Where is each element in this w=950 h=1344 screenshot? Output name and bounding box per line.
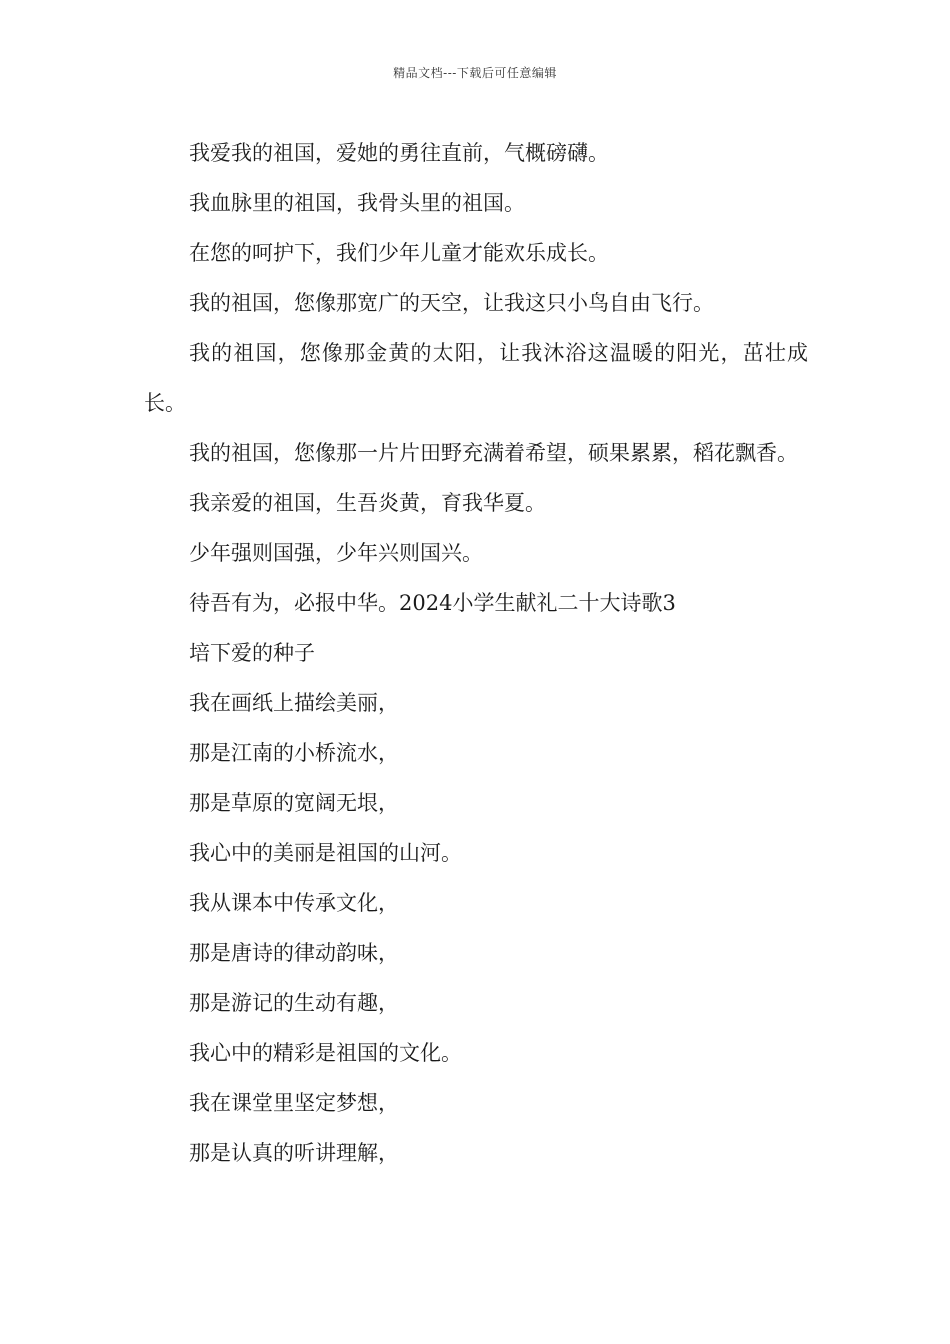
paragraph: 在您的呵护下，我们少年儿童才能欢乐成长。 [189, 241, 609, 265]
poem-line: 我从课本中传承文化， [189, 891, 399, 915]
paragraph: 我血脉里的祖国，我骨头里的祖国。 [189, 191, 525, 215]
poem-line: 那是认真的听讲理解， [189, 1141, 399, 1165]
paragraph: 我的祖国，您像那金黄的太阳，让我沐浴这温暖的阳光，茁壮成长。 [144, 341, 808, 415]
poem-line: 那是唐诗的律动韵味， [189, 941, 399, 965]
poem-line: 那是游记的生动有趣， [189, 991, 399, 1015]
poem-line: 那是江南的小桥流水， [189, 741, 399, 765]
paragraph: 我亲爱的祖国，生吾炎黄，育我华夏。 [189, 491, 546, 515]
document-body [144, 128, 808, 1178]
paragraph: 我的祖国，您像那一片片田野充满着希望，硕果累累，稻花飘香。 [189, 441, 798, 465]
page-header: 精品文档---下载后可任意编辑 [393, 66, 557, 80]
paragraph: 待吾有为，必报中华。2024小学生献礼二十大诗歌3 [189, 591, 676, 615]
poem-line: 我在课堂里坚定梦想， [189, 1091, 399, 1115]
poem-line: 我心中的精彩是祖国的文化。 [189, 1041, 462, 1065]
paragraph: 我的祖国，您像那宽广的天空，让我这只小鸟自由飞行。 [189, 291, 714, 315]
paragraph: 我爱我的祖国，爱她的勇往直前，气概磅礴。 [189, 141, 609, 165]
paragraph: 少年强则国强，少年兴则国兴。 [189, 541, 483, 565]
poem-title: 培下爱的种子 [189, 641, 315, 665]
poem-line: 我在画纸上描绘美丽， [189, 691, 399, 715]
poem-line: 我心中的美丽是祖国的山河。 [189, 841, 462, 865]
poem-line: 那是草原的宽阔无垠， [189, 791, 399, 815]
